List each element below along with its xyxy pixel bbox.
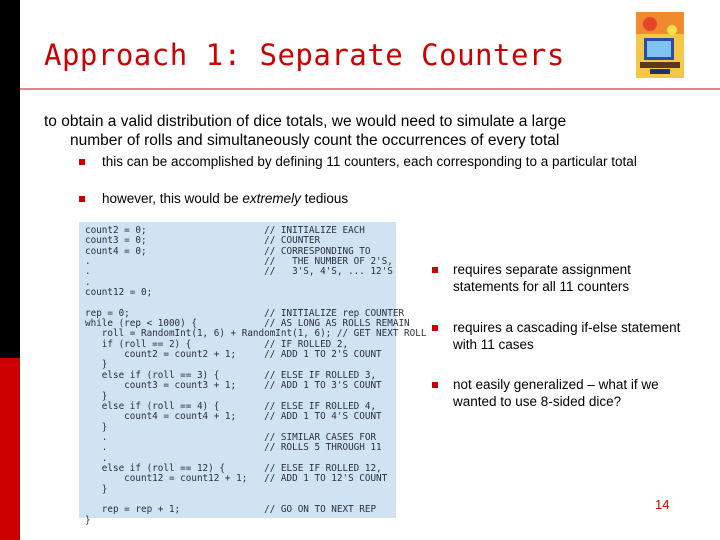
intro-line-2: number of rolls and simultaneously count the occurrences of every total <box>70 132 560 149</box>
sub-bullet-text: this can be accomplished by defining 11 counters, each corresponding to a particular total <box>102 154 637 169</box>
left-accent-bar-red <box>0 358 20 540</box>
title-divider <box>20 88 720 90</box>
left-accent-bar-black <box>0 0 20 358</box>
slide-title: Approach 1: Separate Counters <box>44 38 565 72</box>
right-bullet-text: requires a cascading if-else statement with 11 cases <box>453 320 681 352</box>
right-bullet-item <box>432 262 692 295</box>
clipart-computer-icon <box>636 12 684 78</box>
sub-bullet-item <box>80 191 680 207</box>
sub-bullet-text <box>102 191 680 207</box>
sub-bullet-item <box>80 154 680 170</box>
page-number: 14 <box>655 497 670 512</box>
square-bullet-icon <box>79 196 85 202</box>
right-bullet-text: not easily generalized – what if we wanted to use 8-sided dice? <box>453 377 659 409</box>
square-bullet-icon <box>432 267 438 273</box>
square-bullet-icon <box>432 382 438 388</box>
sub-bullet-emphasis: extremely <box>242 191 301 206</box>
intro-paragraph <box>44 112 684 150</box>
code-text: count2 = 0; // INITIALIZE EACH count3 = 0; // COUNTER count4 = 0; // CORRESPONDING TO . // THE NUMBER OF 2'S, . // 3'S, 4'S, ... 12'S . count12 = 0; rep = 0; // INITIALIZE rep COUNTER while (rep < 1000) { // AS LONG AS ROLLS REMAIN roll = RandomInt(1, 6) + RandomInt(1, 6); // GET NEXT ROLL if (roll == 2) { // IF ROLLED 2, count2 = count2 + 1; // ADD 1 TO 2'S COUNT } else if (roll == 3) { // ELSE IF ROLLED 3, count3 = count3 + 1; // ADD 1 TO 3'S COUNT } else if (roll == 4) { // ELSE IF ROLLED 4, count4 = count4 + 1; // ADD 1 TO 4'S COUNT } . // SIMILAR CASES FOR . // ROLLS 5 THROUGH 11 . else if (roll == 12) { // ELSE IF ROLLED 12, count12 = count12 + 1; // ADD 1 TO 12'S COUNT } rep = rep + 1; // GO ON TO NEXT REP } <box>85 225 427 526</box>
sub-bullet-text-before: however, this would be <box>102 191 243 206</box>
square-bullet-icon <box>432 325 438 331</box>
right-bullet-item <box>432 320 692 353</box>
code-listing <box>79 222 427 526</box>
intro-line-1: to obtain a valid distribution of dice totals, we would need to simulate a large <box>44 113 567 130</box>
right-bullet-item <box>432 377 692 410</box>
sub-bullet-text-after: tedious <box>300 191 349 206</box>
right-bullet-text: requires separate assignment statements for all 11 counters <box>453 262 631 294</box>
square-bullet-icon <box>79 159 85 165</box>
